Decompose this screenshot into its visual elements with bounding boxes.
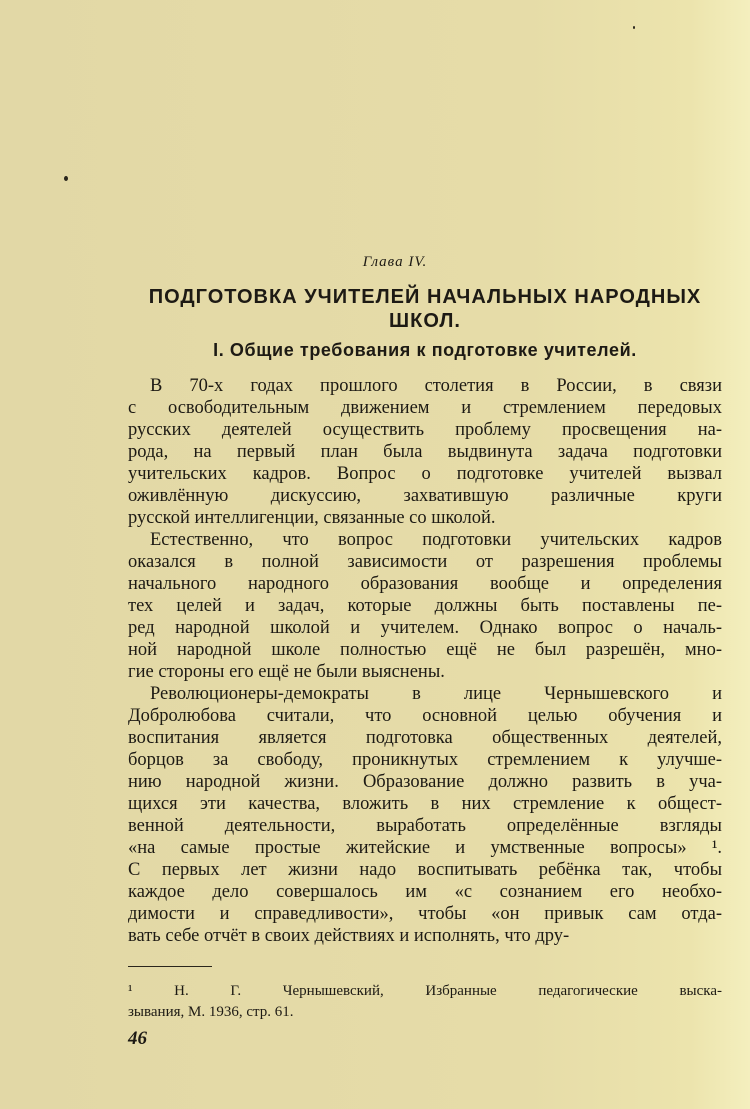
scan-speck <box>633 26 635 29</box>
footnote-line: зывания, М. 1936, стр. 61. <box>128 1004 294 1020</box>
footnote-divider <box>128 966 212 967</box>
body-line: Революционеры-демократы в лице Чернышевского и <box>150 684 722 704</box>
scan-speck <box>64 176 68 181</box>
footnote-line: ¹ Н. Г. Чернышевский, Избранные педагогические выска- <box>128 983 722 999</box>
body-line: ред народной школой и учителем. Однако вопрос о началь- <box>128 618 722 638</box>
body-line: каждое дело совершалось им «с сознанием его необхо- <box>128 882 722 902</box>
chapter-title-line-2: ШКОЛ. <box>389 310 461 332</box>
body-line: С первых лет жизни надо воспитывать ребёнка так, чтобы <box>128 860 722 880</box>
chapter-title-line-1: ПОДГОТОВКА УЧИТЕЛЕЙ НАЧАЛЬНЫХ НАРОДНЫХ <box>148 286 702 308</box>
section-title: I. Общие требования к подготовке учителей. <box>213 340 637 360</box>
body-line: нию народной жизни. Образование должно развить в уча- <box>128 772 722 792</box>
body-line: «на самые простые житейские и умственные вопросы» ¹. <box>128 838 722 858</box>
body-line: ной народной школе полностью ещё не был разрешён, мно- <box>128 640 722 660</box>
body-line: русских деятелей осуществить проблему просвещения на- <box>128 420 722 440</box>
body-line: гие стороны его ещё не были выяснены. <box>128 662 445 682</box>
page-number: 46 <box>128 1028 147 1049</box>
chapter-label: Глава IV. <box>362 254 428 270</box>
body-line: щихся эти качества, вложить в них стремление к общест- <box>128 794 722 814</box>
body-line: оживлённую дискуссию, захватившую различные круги <box>128 486 722 506</box>
body-line: воспитания является подготовка общественных деятелей, <box>128 728 722 748</box>
body-line: начального народного образования вообще и определения <box>128 574 722 594</box>
body-line: В 70-х годах прошлого столетия в России, в связи <box>150 376 722 396</box>
body-line: вать себе отчёт в своих действиях и исполнять, что дру- <box>128 926 570 946</box>
body-line: Добролюбова считали, что основной целью обучения и <box>128 706 722 726</box>
body-line: с освободительным движением и стремлением передовых <box>128 398 722 418</box>
body-line: оказался в полной зависимости от разрешения проблемы <box>128 552 722 572</box>
body-line: борцов за свободу, проникнутых стремлением к улучше- <box>128 750 722 770</box>
body-line: тех целей и задач, которые должны быть поставлены пе- <box>128 596 722 616</box>
body-line: русской интеллигенции, связанные со школой. <box>128 508 496 528</box>
body-line: учительских кадров. Вопрос о подготовке учителей вызвал <box>128 464 722 484</box>
body-line: венной деятельности, выработать определённые взгляды <box>128 816 722 836</box>
body-line: рода, на первый план была выдвинута задача подготовки <box>128 442 722 462</box>
body-line: димости и справедливости», чтобы «он привык сам отда- <box>128 904 722 924</box>
body-line: Естественно, что вопрос подготовки учительских кадров <box>150 530 722 550</box>
